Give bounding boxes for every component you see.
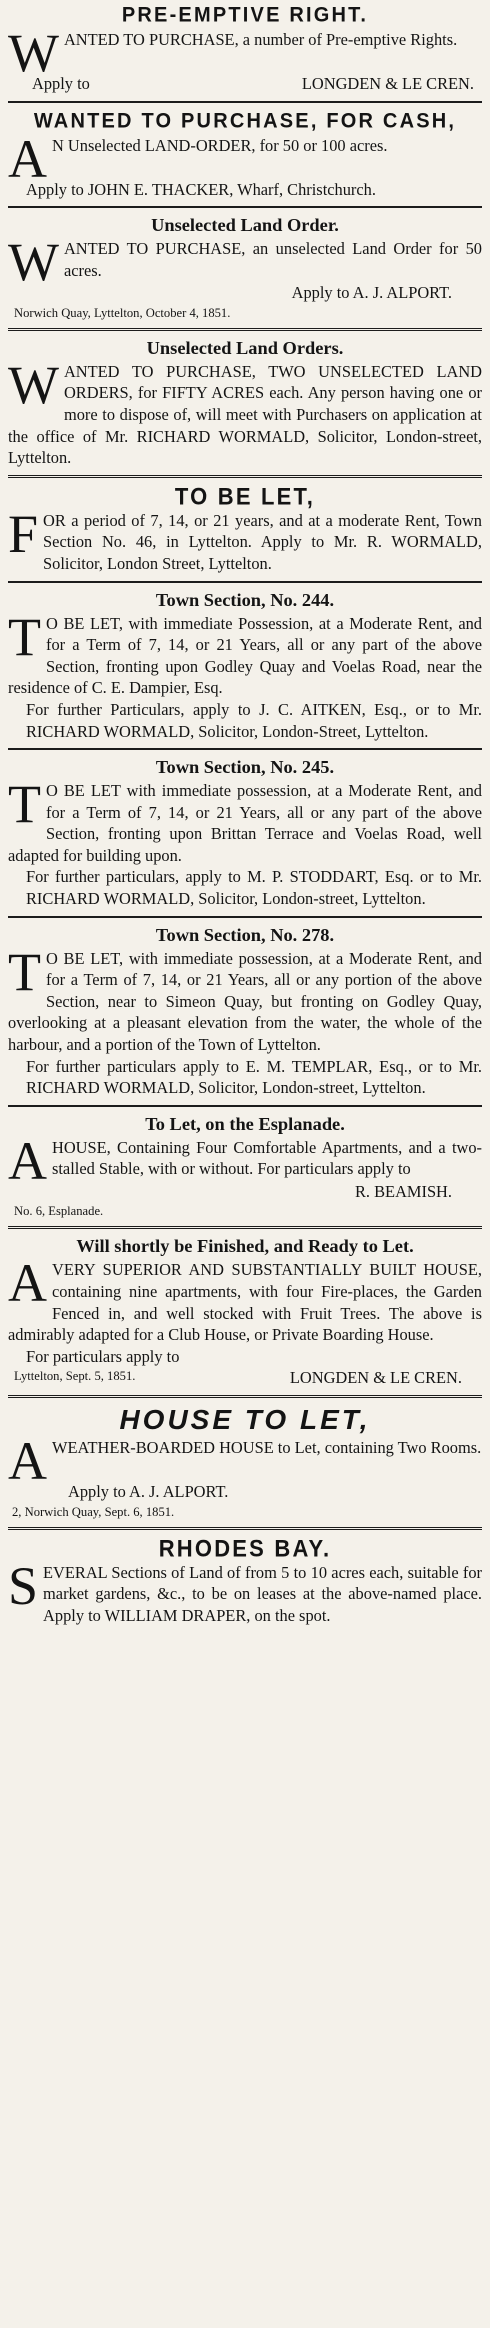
ad-dateline: No. 6, Esplanade. <box>14 1204 104 1219</box>
drop-cap: A <box>8 128 47 189</box>
ad-further: For further Particulars, apply to J. C. AITKEN, Esq., or to Mr. RICHARD WORMALD, Solicitor, London-Street, Lyttelton. <box>26 699 482 741</box>
ad-unselected-land-order <box>8 213 482 326</box>
ad-body <box>8 354 482 469</box>
ad-town-section-278 <box>8 923 482 1103</box>
ad-heading: Town Section, No. 245. <box>155 757 335 778</box>
ad-text: ANTED TO PURCHASE, an unselected Land Order for 50 acres. <box>63 239 482 280</box>
ad-heading: Will shortly be Finished, and Ready to Let. <box>76 1236 414 1257</box>
ad-body <box>8 941 482 1056</box>
ad-text: O BE LET, with immediate Possession, at a Moderate Rent, and for a Term of 7, 14, or 21 Years, all or any part of the above Section, fronting upon Godley Quay and Voelas Road, near the residence of C. E. Dampier, Esq. <box>8 613 482 698</box>
divider <box>8 748 482 750</box>
ad-text: N Unselected LAND-ORDER, for 50 or 100 acres. <box>52 135 388 155</box>
divider <box>8 328 482 331</box>
ad-text: EVERAL Sections of Land of from 5 to 10 acres each, suitable for market gardens, &c., to be on leases at the above-named place. Apply to WILLIAM DRAPER, on the spot. <box>43 1562 482 1625</box>
drop-cap: T <box>8 606 41 667</box>
drop-cap: A <box>8 1130 47 1191</box>
ad-body <box>8 1555 482 1627</box>
drop-cap: W <box>8 23 59 83</box>
ad-body <box>8 23 482 83</box>
divider <box>8 475 482 478</box>
ad-text: HOUSE, Containing Four Comfortable Apartments, and a two-stalled Stable, with or without. For particulars apply to <box>52 1137 482 1179</box>
ad-town-section-245 <box>8 755 482 914</box>
ad-signature: R. BEAMISH. <box>355 1181 452 1201</box>
ad-apply-prefix: Apply to <box>32 74 90 93</box>
ad-rhodes-bay <box>8 1535 482 1631</box>
ad-further: For further particulars apply to E. M. TEMPLAR, Esq., or to Mr. RICHARD WORMALD, Solicitor, London-street, Lyttelton. <box>26 1056 482 1098</box>
ad-heading: TO BE LET, <box>174 482 316 510</box>
ad-heading: WANTED TO PURCHASE, FOR CASH, <box>33 108 457 133</box>
ad-superior-house <box>8 1234 482 1393</box>
ad-heading: PRE-EMPTIVE RIGHT. <box>121 3 369 27</box>
ad-heading: Town Section, No. 278. <box>155 924 335 945</box>
ad-apply-line <box>8 73 482 95</box>
ad-apply: Apply to A. J. ALPORT. <box>68 1481 229 1501</box>
ad-heading: Town Section, No. 244. <box>155 589 335 610</box>
divider <box>8 101 482 103</box>
divider <box>8 1395 482 1398</box>
ad-heading: RHODES BAY. <box>158 1534 332 1562</box>
divider <box>8 1226 482 1229</box>
drop-cap: W <box>8 232 59 293</box>
ad-pre-emptive-right <box>8 2 482 99</box>
ad-heading: Unselected Land Orders. <box>146 337 344 358</box>
ad-text: VERY SUPERIOR AND SUBSTANTIALLY BUILT HOUSE, containing nine apartments, with four Fire-places, the Garden Fenced in, and well stocked with Fruit Trees. The above is admirably adapted for a Club House, or Private Boarding House. <box>8 1260 482 1345</box>
ad-text: O BE LET, with immediate possession, at a Moderate Rent, and for a Term of 7, 14, or 21 Years, all or any portion of the above Section, near to Simeon Quay, but fronting on Godley Quay, overlooking at a pleasant elevation from the water, the whole of the harbour, and a portion of the Town of Lyttelton. <box>8 948 482 1055</box>
divider <box>8 206 482 208</box>
ad-body <box>8 503 482 575</box>
ad-wanted-cash <box>8 108 482 205</box>
ad-text: WEATHER-BOARDED HOUSE to Let, containing Two Rooms. <box>52 1437 482 1457</box>
ad-further: For particulars apply to <box>26 1346 180 1366</box>
drop-cap: W <box>8 354 59 415</box>
ad-sign-row <box>8 1367 482 1389</box>
ad-text: ANTED TO PURCHASE, TWO UNSELECTED LAND ORDERS, for FIFTY ACRES each. Any person having one or more to dispose of, will meet with Purchasers on application at the office of Mr. RICHARD WORMALD, Solicitor, London-street, Lyttelton. <box>8 361 482 468</box>
drop-cap: S <box>8 1555 39 1616</box>
ad-body <box>8 1253 482 1345</box>
ad-text: ANTED TO PURCHASE, a number of Pre-emptive Rights. <box>63 30 458 49</box>
ad-dateline: 2, Norwich Quay, Sept. 6, 1851. <box>12 1504 175 1519</box>
ad-signature: LONGDEN & LE CREN. <box>289 1368 462 1388</box>
ad-dateline: Norwich Quay, Lyttelton, October 4, 1851. <box>14 305 231 320</box>
ad-heading: HOUSE TO LET, <box>119 1403 371 1435</box>
drop-cap: A <box>8 1253 47 1314</box>
drop-cap: T <box>8 941 41 1002</box>
divider <box>8 1105 482 1107</box>
ad-unselected-land-orders <box>8 336 482 473</box>
divider <box>8 916 482 918</box>
ad-to-be-let <box>8 483 482 579</box>
ad-apply: Apply to JOHN E. THACKER, Wharf, Christchurch. <box>26 179 376 199</box>
divider <box>8 581 482 583</box>
ad-esplanade <box>8 1112 482 1225</box>
ad-text: O BE LET with immediate possession, at a Moderate Rent, and for a Term of 7, 14, or 21 Years, all or any part of the above Section, fronting upon Brittan Terrace and Voelas Road, well adapted for building upon. <box>8 781 482 865</box>
ad-apply: Apply to A. J. ALPORT. <box>291 283 452 303</box>
ad-heading: Unselected Land Order. <box>151 215 339 236</box>
divider <box>8 1527 482 1530</box>
drop-cap: T <box>8 774 41 835</box>
ad-body <box>8 774 482 866</box>
ad-town-section-244 <box>8 588 482 747</box>
ad-body <box>8 606 482 699</box>
ad-further: For further particulars, apply to M. P. STODDART, Esq. or to Mr. RICHARD WORMALD, Solicitor, London-street, Lyttelton. <box>26 867 482 909</box>
ad-heading: To Let, on the Esplanade. <box>145 1113 345 1134</box>
ad-signature: LONGDEN & LE CREN. <box>301 74 474 93</box>
ad-house-to-let <box>8 1403 482 1525</box>
drop-cap: A <box>8 1430 47 1491</box>
ad-text: OR a period of 7, 14, or 21 years, and at a moderate Rent, Town Section No. 46, in Lyttelton. Apply to Mr. R. WORMALD, Solicitor, London Street, Lyttelton. <box>43 510 482 573</box>
drop-cap: F <box>8 503 39 564</box>
ad-dateline: Lyttelton, Sept. 5, 1851. <box>14 1369 136 1384</box>
